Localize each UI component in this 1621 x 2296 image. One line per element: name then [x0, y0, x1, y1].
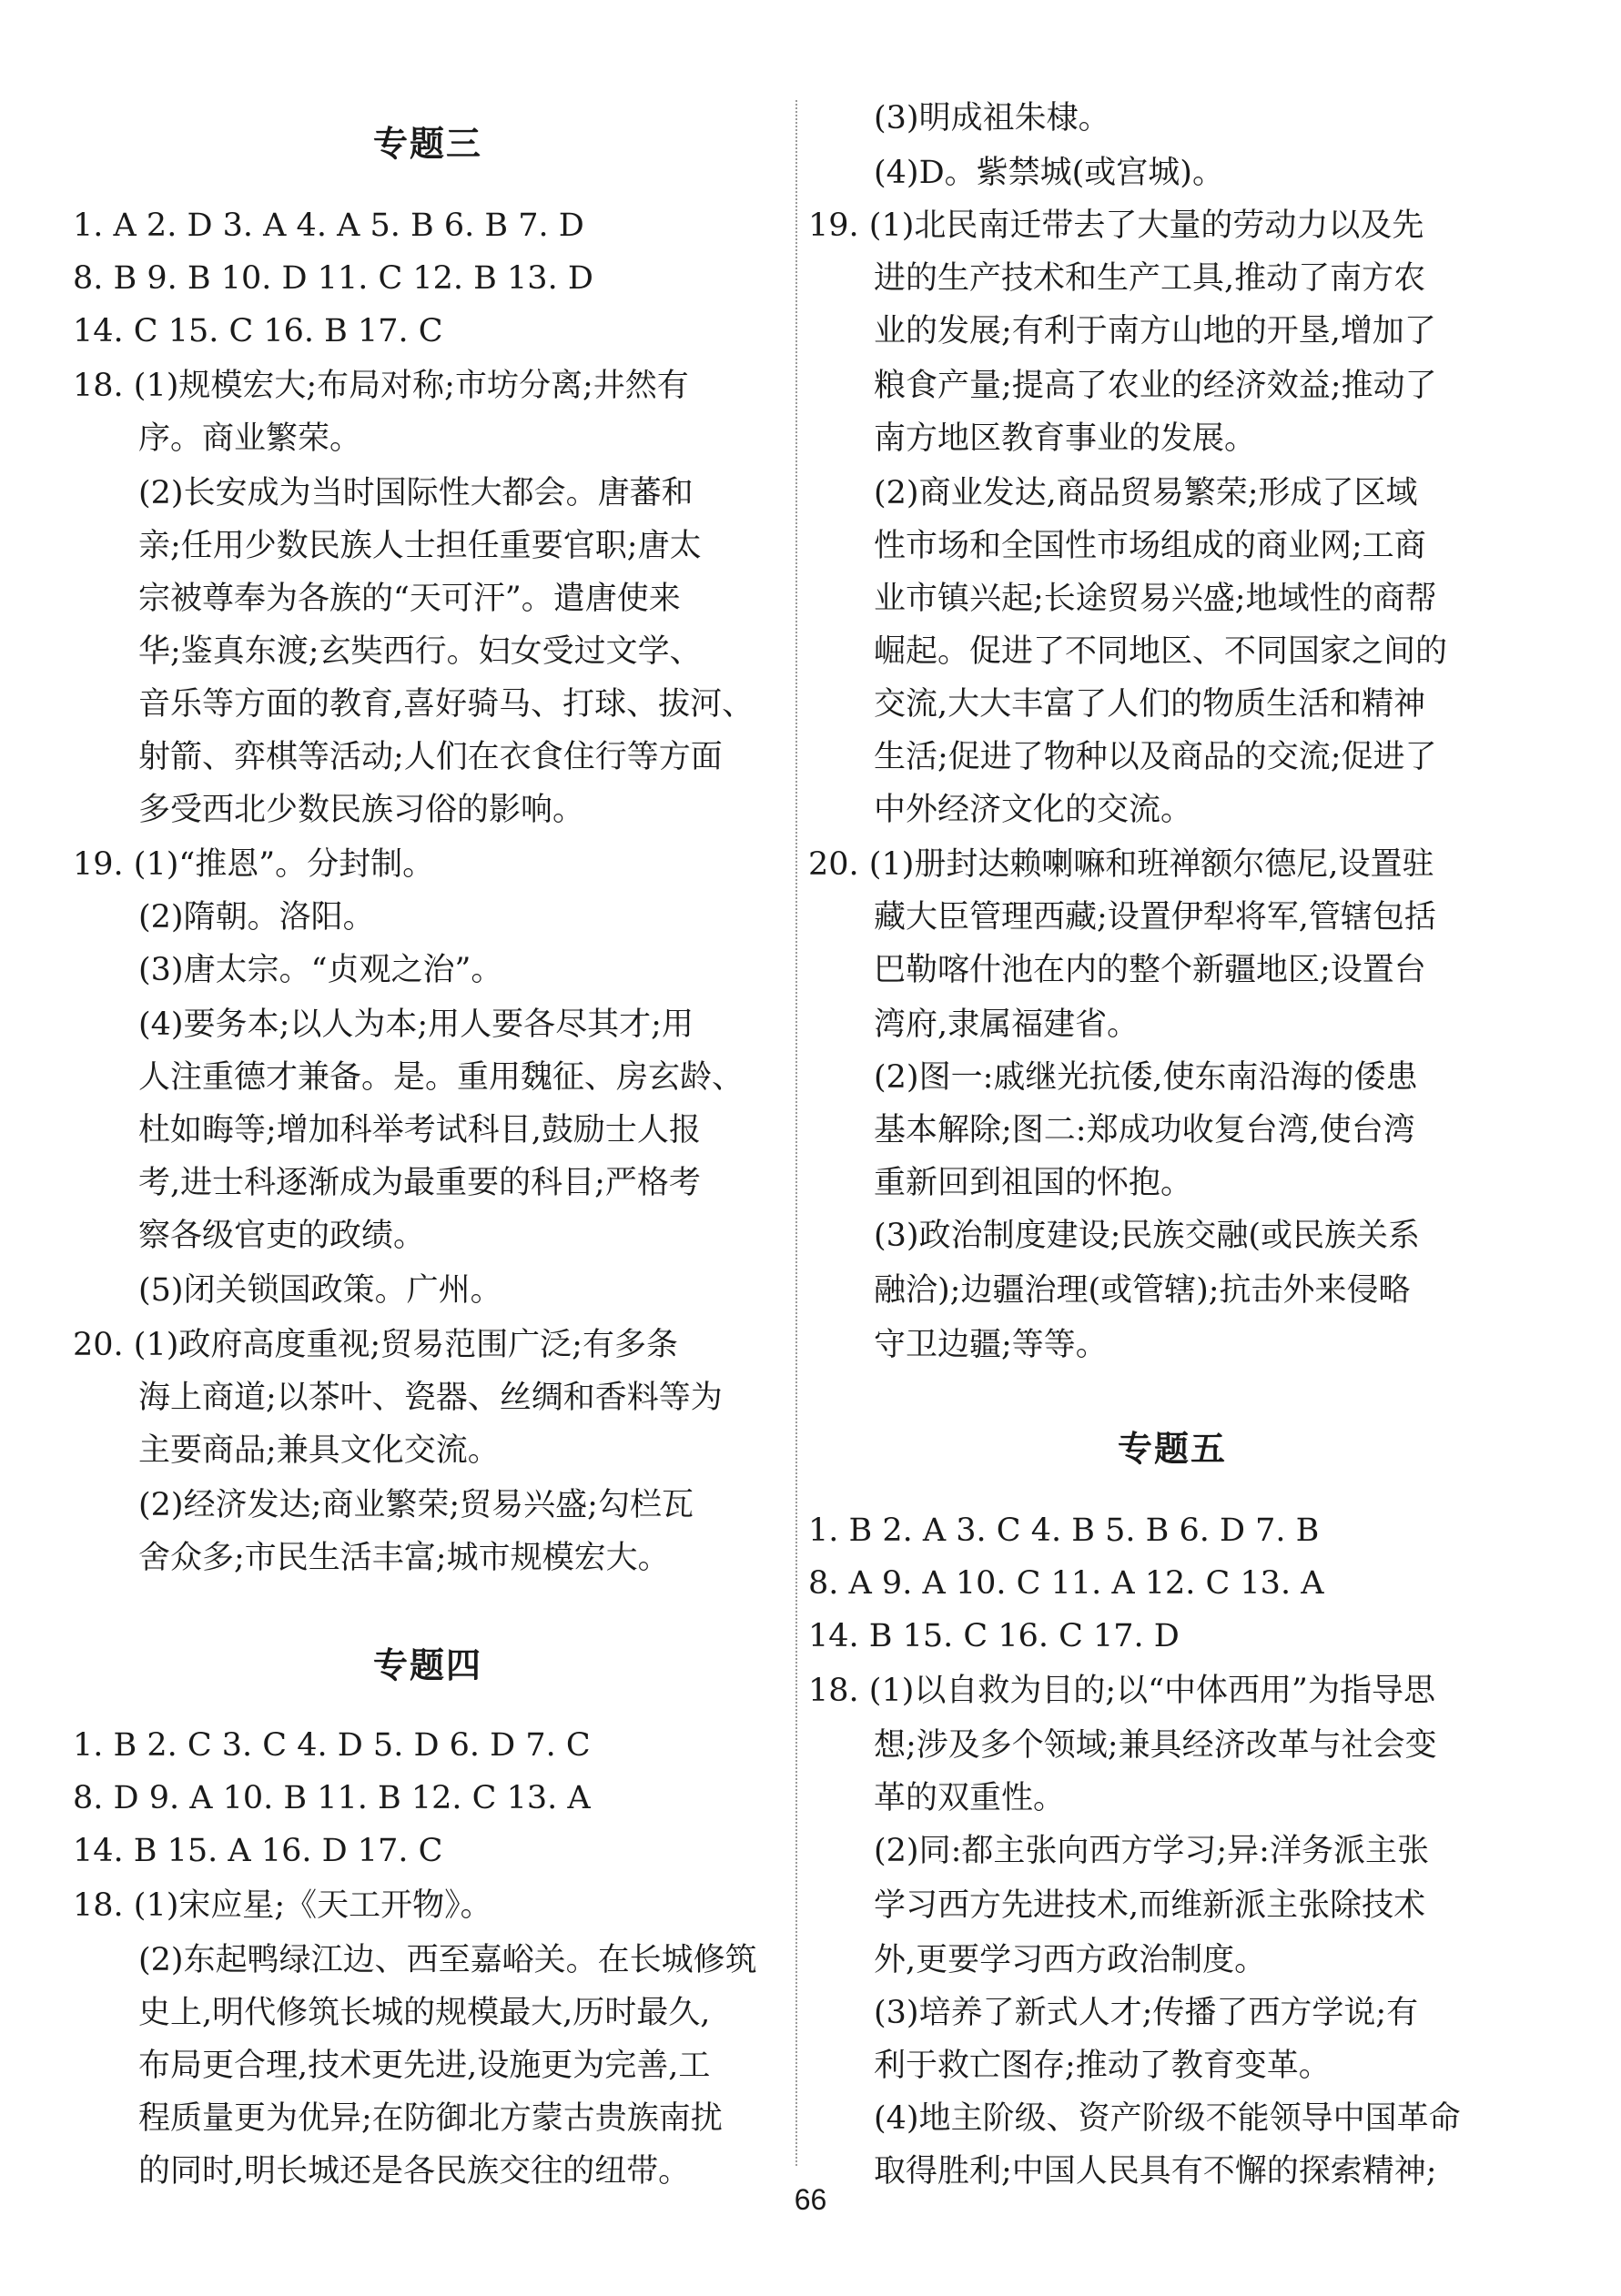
- answer-line: (4)地主阶级、资产阶级不能领导中国革命: [874, 2100, 1461, 2137]
- answer-line: 20. (1)政府高度重视;贸易范围广泛;有多条: [73, 1327, 678, 1363]
- answer-line: 业的发展;有利于南方山地的开垦,增加了: [874, 313, 1436, 349]
- answer-line: 杜如晦等;增加科举考试科目,鼓励士人报: [138, 1112, 701, 1148]
- answer-line: 华;鉴真东渡;玄奘西行。妇女受过文学、: [138, 633, 702, 670]
- page-number: 66: [794, 2183, 827, 2216]
- answer-line: 19. (1)北民南迁带去了大量的劳动力以及先: [808, 207, 1424, 244]
- answer-line: (2)东起鸭绿江边、西至嘉峪关。在长城修筑: [138, 1942, 757, 1978]
- answer-line: 1. B 2. C 3. C 4. D 5. D 6. D 7. C: [73, 1727, 591, 1764]
- answer-line: 海上商道;以茶叶、瓷器、丝绸和香料等为: [138, 1380, 723, 1416]
- answer-line: 中外经济文化的交流。: [874, 792, 1193, 828]
- answer-line: (5)闭关锁国政策。广州。: [138, 1272, 502, 1309]
- answer-line: 18. (1)宋应星;《天工开物》。: [73, 1887, 492, 1924]
- answer-line: 崛起。促进了不同地区、不同国家之间的: [874, 633, 1448, 670]
- answer-line: 1. A 2. D 3. A 4. A 5. B 6. B 7. D: [73, 207, 584, 244]
- section-title-3: 专题三: [372, 124, 482, 164]
- answer-line: 14. B 15. C 16. C 17. D: [808, 1618, 1180, 1654]
- answer-line: (3)培养了新式人才;传播了西方学说;有: [874, 1995, 1419, 2031]
- answer-line: 序。商业繁荣。: [138, 420, 362, 457]
- answer-line: 考,进士科逐渐成为最重要的科目;严格考: [138, 1165, 701, 1201]
- answer-line: 想;涉及多个领域;兼具经济改革与社会变: [874, 1727, 1437, 1764]
- answer-line: 重新回到祖国的怀抱。: [874, 1165, 1193, 1201]
- answer-line: 20. (1)册封达赖喇嘛和班禅额尔德尼,设置驻: [808, 846, 1434, 883]
- answer-line: 取得胜利;中国人民具有不懈的探索精神;: [874, 2153, 1437, 2190]
- answer-line: 亲;任用少数民族人士担任重要官职;唐太: [138, 528, 702, 564]
- answer-line: 1. B 2. A 3. C 4. B 5. B 6. D 7. B: [808, 1512, 1320, 1549]
- answer-line: (2)经济发达;商业繁荣;贸易兴盛;勾栏瓦: [138, 1487, 694, 1523]
- answer-line: 革的双重性。: [874, 1780, 1066, 1816]
- answer-line: 音乐等方面的教育,喜好骑马、打球、拔河、: [138, 686, 755, 723]
- section-title-5: 专题五: [1117, 1429, 1227, 1469]
- answer-line: 南方地区教育事业的发展。: [874, 420, 1257, 457]
- answer-line: (2)长安成为当时国际性大都会。唐蕃和: [138, 475, 694, 511]
- answer-line: 8. A 9. A 10. C 11. A 12. C 13. A: [808, 1565, 1324, 1602]
- answer-line: (2)图一:戚继光抗倭,使东南沿海的倭患: [874, 1059, 1418, 1096]
- answer-line: 进的生产技术和生产工具,推动了南方农: [874, 260, 1426, 297]
- answer-line: 生活;促进了物种以及商品的交流;促进了: [874, 739, 1437, 775]
- answer-line: 布局更合理,技术更先进,设施更为完善,工: [138, 2048, 711, 2084]
- answer-line: 守卫边疆;等等。: [874, 1327, 1108, 1363]
- answer-line: (2)隋朝。洛阳。: [138, 899, 375, 936]
- answer-line: 8. D 9. A 10. B 11. B 12. C 13. A: [73, 1780, 591, 1816]
- section-title-4: 专题四: [372, 1645, 482, 1685]
- answer-line: 射箭、弈棋等活动;人们在衣食住行等方面: [138, 739, 723, 775]
- answer-line: (3)政治制度建设;民族交融(或民族关系: [874, 1218, 1421, 1254]
- answer-line: 多受西北少数民族习俗的影响。: [138, 792, 585, 828]
- answer-line: (2)商业发达,商品贸易繁荣;形成了区域: [874, 475, 1418, 511]
- answer-line: 基本解除;图二:郑成功收复台湾,使台湾: [874, 1112, 1415, 1148]
- answer-line: 18. (1)以自救为目的;以“中体西用”为指导思: [808, 1673, 1435, 1709]
- answer-line: 交流,大大丰富了人们的物质生活和精神: [874, 686, 1426, 723]
- answer-line: 湾府,隶属福建省。: [874, 1006, 1140, 1043]
- answer-line: (4)D。紫禁城(或宫城)。: [874, 155, 1224, 191]
- answer-line: 的同时,明长城还是各民族交往的纽带。: [138, 2153, 691, 2190]
- answer-line: 粮食产量;提高了农业的经济效益;推动了: [874, 368, 1437, 404]
- answer-line: 察各级官吏的政绩。: [138, 1218, 426, 1254]
- answer-line: 舍众多;市民生活丰富;城市规模宏大。: [138, 1540, 670, 1576]
- answer-line: 性市场和全国性市场组成的商业网;工商: [874, 528, 1426, 564]
- answer-line: 利于救亡图存;推动了教育变革。: [874, 2048, 1331, 2084]
- answer-line: 藏大臣管理西藏;设置伊犁将军,管辖包括: [874, 899, 1436, 936]
- answer-line: 巴勒喀什池在内的整个新疆地区;设置台: [874, 952, 1426, 988]
- answer-line: 19. (1)“推恩”。分封制。: [73, 846, 435, 883]
- answer-line: 史上,明代修筑长城的规模最大,历时最久,: [138, 1995, 711, 2031]
- column-divider: [795, 100, 797, 2166]
- answer-line: 14. B 15. A 16. D 17. C: [73, 1833, 443, 1869]
- answer-line: 外,更要学习西方政治制度。: [874, 1942, 1267, 1978]
- answer-line: (2)同:都主张向西方学习;异:洋务派主张: [874, 1833, 1429, 1869]
- answer-line: 宗被尊奉为各族的“天可汗”。遣唐使来: [138, 581, 681, 617]
- answer-line: 融洽);边疆治理(或管辖);抗击外来侵略: [874, 1272, 1411, 1309]
- answer-line: 主要商品;兼具文化交流。: [138, 1432, 500, 1469]
- answer-line: 业市镇兴起;长途贸易兴盛;地域性的商帮: [874, 581, 1437, 617]
- answer-line: 14. C 15. C 16. B 17. C: [73, 313, 443, 349]
- answer-line: (4)要务本;以人为本;用人要各尽其才;用: [138, 1006, 694, 1043]
- answer-line: 学习西方先进技术,而维新派主张除技术: [874, 1887, 1426, 1924]
- answer-line: 人注重德才兼备。是。重用魏征、房玄龄、: [138, 1059, 745, 1096]
- answer-line: 程质量更为优异;在防御北方蒙古贵族南扰: [138, 2100, 723, 2137]
- answer-line: (3)明成祖朱棣。: [874, 100, 1110, 137]
- answer-line: 18. (1)规模宏大;布局对称;市坊分离;井然有: [73, 368, 689, 404]
- answer-line: 8. B 9. B 10. D 11. C 12. B 13. D: [73, 260, 593, 297]
- answer-line: (3)唐太宗。“贞观之治”。: [138, 952, 503, 988]
